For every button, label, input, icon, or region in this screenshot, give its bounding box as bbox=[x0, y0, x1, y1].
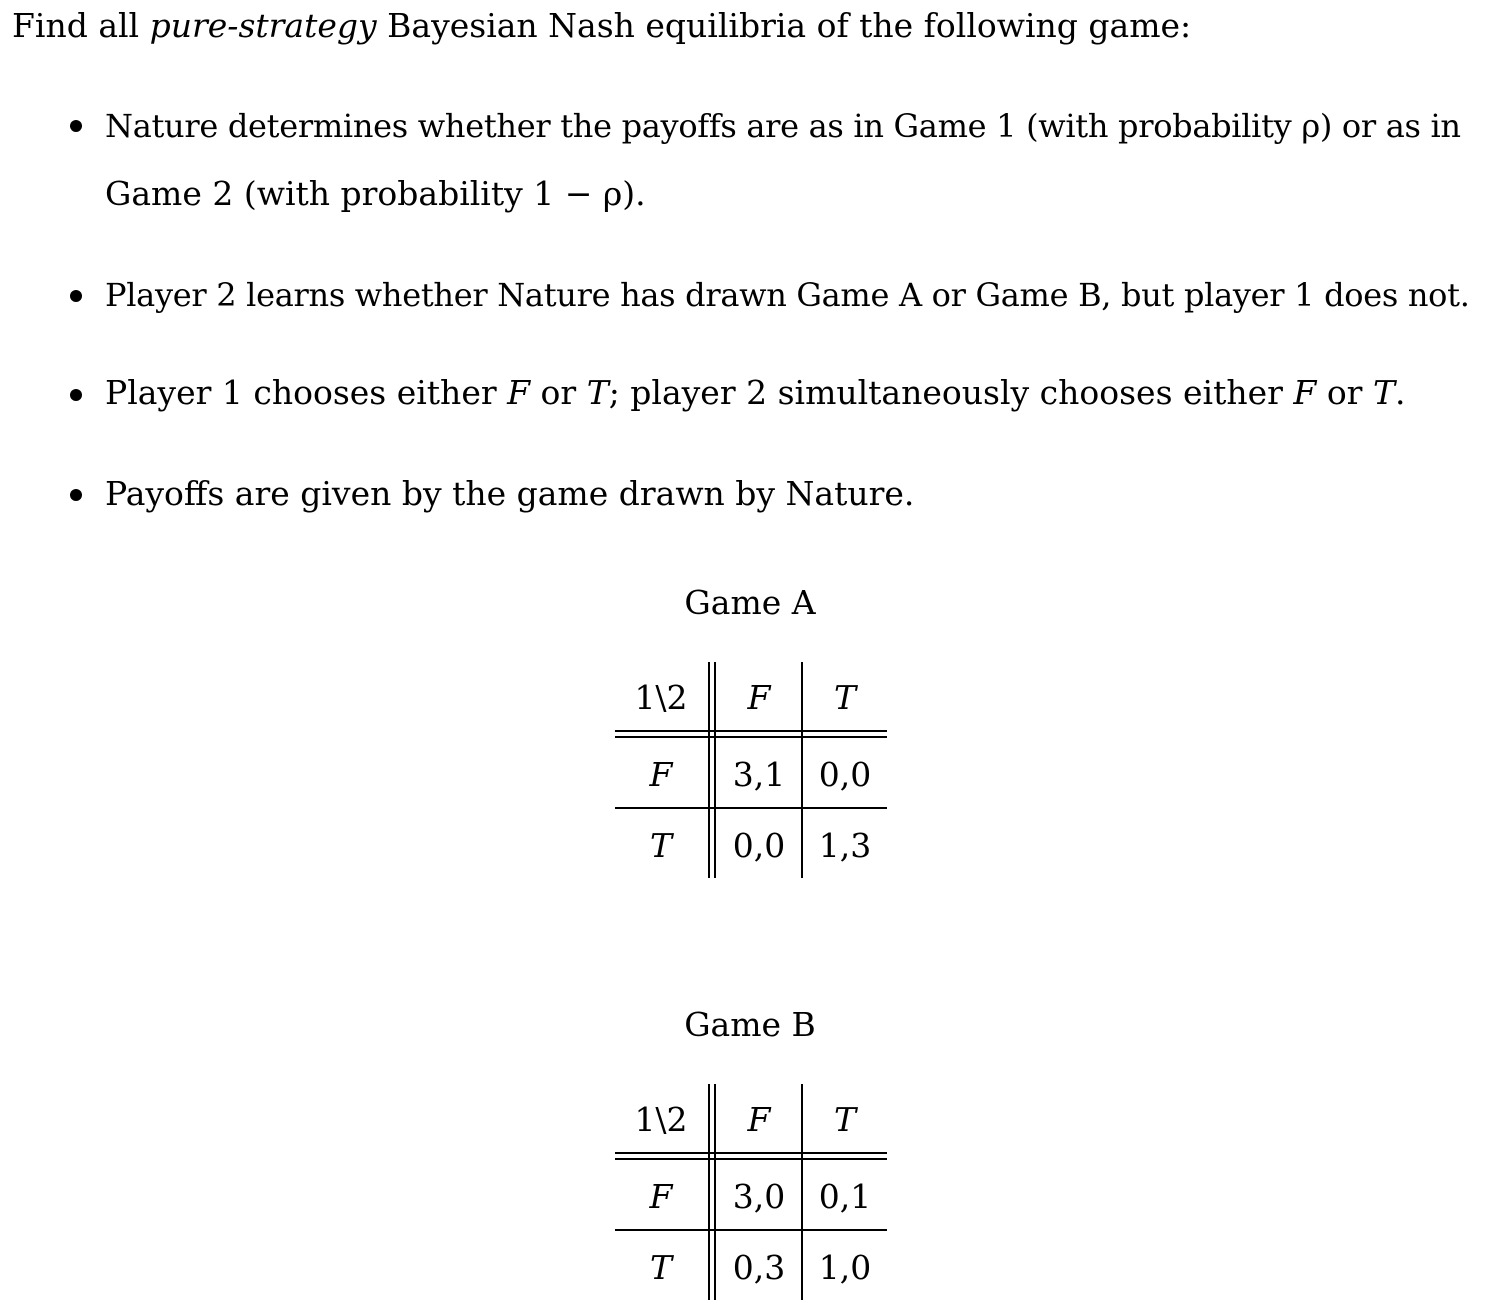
intro-sentence bbox=[12, 6, 1191, 46]
bullet-dot-icon bbox=[70, 389, 82, 401]
bullet-3-var-c: F bbox=[1293, 373, 1317, 412]
intro-suffix: Bayesian Nash equilibria of the following game: bbox=[387, 6, 1192, 45]
game-a-cell-tt: 1,3 bbox=[818, 826, 872, 865]
bullet-3-line-1 bbox=[105, 373, 1405, 413]
bullet-dot-icon bbox=[70, 489, 82, 501]
bullet-3-text-a: Player 1 chooses either bbox=[105, 373, 497, 412]
bullet-1-line-1: Nature determines whether the payoffs are as in Game 1 (with probability ρ) or as in bbox=[105, 107, 1461, 145]
game-b-row-header-f: F bbox=[649, 1177, 673, 1216]
game-a-col-header-f: F bbox=[747, 678, 771, 717]
game-a-vrule-single bbox=[801, 662, 803, 878]
game-b-title: Game B bbox=[684, 1005, 816, 1044]
game-b-hrule-double-1 bbox=[615, 1152, 887, 1154]
game-a-cell-ft: 0,0 bbox=[818, 755, 872, 794]
game-b-cell-tt: 1,0 bbox=[818, 1248, 872, 1287]
intro-emphasis: pure-strategy bbox=[149, 6, 377, 45]
game-b-hrule-single bbox=[615, 1229, 887, 1231]
game-a-cell-ff: 3,1 bbox=[732, 755, 786, 794]
game-b-vrule-double-1 bbox=[708, 1084, 710, 1300]
game-a-hrule-double-2 bbox=[615, 736, 887, 738]
game-b-row-header-t: T bbox=[649, 1248, 672, 1287]
game-b-corner-label: 1\2 bbox=[634, 1100, 688, 1139]
intro-prefix: Find all bbox=[12, 6, 140, 45]
bullet-dot-icon bbox=[70, 120, 82, 132]
game-a-hrule-double-1 bbox=[615, 730, 887, 732]
game-b-hrule-double-2 bbox=[615, 1158, 887, 1160]
bullet-dot-icon bbox=[70, 290, 82, 302]
bullet-3-var-a: F bbox=[507, 373, 531, 412]
bullet-2-line-1: Player 2 learns whether Nature has drawn Game A or Game B, but player 1 does not. bbox=[105, 276, 1470, 314]
game-b-vrule-double-2 bbox=[714, 1084, 716, 1300]
bullet-3-text-b: or bbox=[540, 373, 577, 412]
bullet-3-text-d: or bbox=[1326, 373, 1363, 412]
game-a-title: Game A bbox=[684, 583, 816, 622]
bullet-3-var-d: T bbox=[1372, 373, 1395, 412]
bullet-3-text-e: . bbox=[1394, 373, 1406, 412]
game-b-cell-tf: 0,3 bbox=[732, 1248, 786, 1287]
game-a-corner-label: 1\2 bbox=[634, 678, 688, 717]
bullet-4-line-1: Payoffs are given by the game drawn by Nature. bbox=[105, 474, 915, 513]
bullet-1-line-2: Game 2 (with probability 1 − ρ). bbox=[105, 174, 646, 213]
game-b-cell-ft: 0,1 bbox=[818, 1177, 872, 1216]
game-b-cell-ff: 3,0 bbox=[732, 1177, 786, 1216]
game-b-vrule-single bbox=[801, 1084, 803, 1300]
game-a-col-header-t: T bbox=[833, 678, 856, 717]
game-a-cell-tf: 0,0 bbox=[732, 826, 786, 865]
game-a-vrule-double-2 bbox=[714, 662, 716, 878]
game-b-col-header-t: T bbox=[833, 1100, 856, 1139]
bullet-3-var-b: T bbox=[586, 373, 609, 412]
game-a-row-header-f: F bbox=[649, 755, 673, 794]
game-a-vrule-double-1 bbox=[708, 662, 710, 878]
bullet-3-text-c: ; player 2 simultaneously chooses either bbox=[608, 373, 1283, 412]
game-b-col-header-f: F bbox=[747, 1100, 771, 1139]
game-a-hrule-single bbox=[615, 807, 887, 809]
game-a-row-header-t: T bbox=[649, 826, 672, 865]
